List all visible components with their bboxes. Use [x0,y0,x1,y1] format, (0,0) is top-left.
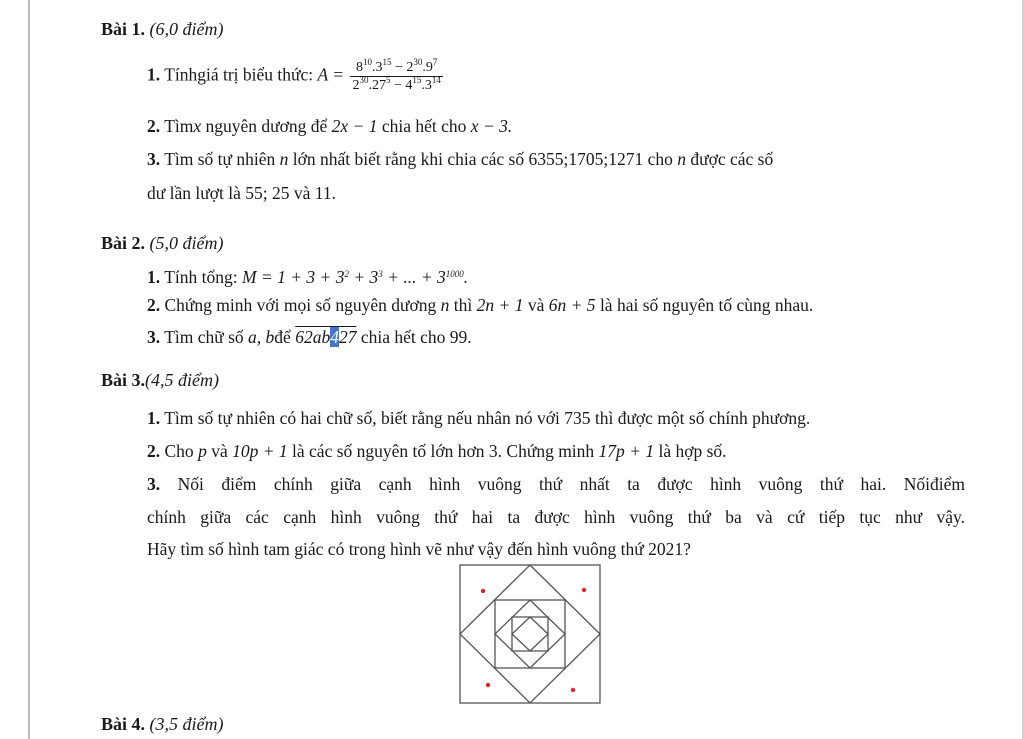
square-4 [495,600,565,668]
bai4-title: Bài 4. [101,714,146,734]
bai2-q3-vars: a, b [248,327,275,347]
bai3-q2-var: p [198,441,207,461]
square-6 [512,617,548,651]
bai3-q2-text-b: là các số nguyên tố lớn hơn [292,441,485,461]
bai4-score: (3,5 điểm) [149,714,224,734]
overline-part-post: 27 [338,327,357,347]
bai2-title: Bài 2. [101,233,146,253]
bai3-q3-line2 [147,506,965,528]
bai3-q1 [147,407,810,429]
bai1-q2-expr2: x − 3. [470,116,513,136]
bai3-q1-number: 1. [147,408,161,428]
red-dot [571,688,575,692]
bai1-q3-text-a: Tìm số tự nhiên [164,149,276,169]
bai1-q3-last: 11. [314,183,336,203]
red-dot [481,589,485,593]
bai1-score: (6,0 điểm) [149,19,224,39]
bai1-q1-lhs: A = [317,64,345,85]
bai2-q1-expr-start: M = 1 + 3 + 3 [241,267,345,287]
bai1-q3-number: 3. [147,149,161,169]
red-dot [486,683,490,687]
bai2-q1 [147,266,468,288]
bai2-score: (5,0 điểm) [149,233,224,253]
bai1-q3-text-c: cho [647,149,673,169]
square-5 [512,617,548,651]
bai1-q3-and: và [293,183,311,203]
bai1-q3-var: n [279,149,289,169]
bai1-q2-expr1: 2x − 1 [331,116,378,136]
bai3-q3-line3-number: 2021 [648,539,684,559]
bai1-q2-var: x [193,116,202,136]
bai2-q2 [147,294,813,316]
red-dot [582,588,586,592]
bai2-q2-expr1: 2n + 1 [476,295,524,315]
bai4-heading [101,713,224,735]
bai3-q2-text-d: là hợp số. [658,441,727,461]
bai3-q1-number-735: 735 [564,408,591,428]
bai1-q2-text-c: chia hết cho [381,116,467,136]
bai2-q3-number-overline [295,327,356,347]
bai1-q3-numbers: 6355;1705;1271 [528,149,644,169]
bai2-q2-number: 2. [147,295,161,315]
square-2 [460,565,600,703]
bai3-q3-line1 [147,473,965,495]
bai3-q3-line3 [147,538,691,560]
fraction-denominator: $2^{30}.27^5 - 4^{15}.3^{14}$ [352,75,441,93]
bai1-q1-fraction [350,57,442,93]
bai3-q2-text-a: Cho [164,441,194,461]
bai2-q3 [147,326,472,348]
square-3 [495,600,565,668]
bai3-q2-number3: 3. [488,441,503,461]
bai3-q2-expr2: 17p + 1 [598,441,655,461]
bai3-heading [101,369,219,391]
bai3-q1-text-b: thì được một số chính phương. [594,408,811,428]
bai2-q3-text-c: chia hết cho [360,327,446,347]
bai3-q2-text-c: Chứng minh [506,441,595,461]
highlighted-digit: 4 [330,327,339,347]
bai3-score: (4,5 điểm) [145,370,219,390]
bai1-heading [101,18,224,40]
bai2-q3-text-a: Tìm chữ số [164,327,244,347]
bai3-title: Bài 3. [101,370,146,390]
bai3-q2-number: 2. [147,441,161,461]
bai1-q2-text-b: nguyên dương để [205,116,328,136]
bai2-q2-and: và [527,295,545,315]
bai3-q2 [147,440,727,462]
bai1-q3-line2-text: dư lần lượt là [147,183,241,203]
bai2-q2-expr2: 6n + 5 [548,295,596,315]
bai3-q1-text: Tìm số tự nhiên có hai chữ số, biết rằng nếu nhân nó với [164,408,560,428]
bai2-q2-text-c: là hai số nguyên tố cùng nhau. [599,295,814,315]
bai1-q3-line2 [147,182,336,204]
bai3-q3-line2-text: chính giữa các cạnh hình vuông thứ hai ta được hình vuông thứ ba và cứ tiếp tục như vậy. [147,507,965,527]
bai1-q1-number: 1. [147,64,161,85]
bai3-q2-expr1: 10p + 1 [232,441,288,461]
fraction-numerator: $8^{10}.3^{15} - 2^{30}.9^7$ [350,60,442,77]
bai2-q1-expression: $M = 1 + 3 + 3^2 + 3^3$ + ... + $3^{1000}$. [241,267,469,287]
bai1-q3-line1 [147,148,773,170]
bai1-q2-number: 2. [147,116,161,136]
bai2-q2-var: n [440,295,450,315]
bai1-q3-var2: n [677,149,686,169]
bai3-q2-and: và [211,441,228,461]
bai1-q3-text-d: được các số [690,149,774,169]
bai1-q2 [147,115,512,137]
bai1-q3-remainders: 55; 25 [245,183,290,203]
bai1-title: Bài 1. [101,19,146,39]
bai2-q1-number: 1. [147,267,161,287]
bai3-q3-line3-text: Hãy tìm số hình tam giác có trong hình vẽ như vậy đến hình vuông thứ [147,539,644,559]
bai1-q2-text-a: Tìm [164,116,194,136]
bai2-q2-text-b: thì [453,295,473,315]
bai3-q3-line1-text: Nối điểm chính giữa cạnh hình vuông thứ nhất ta được hình vuông thứ hai. Nốiđiểm [177,474,966,494]
bai2-q3-text-b: để [274,327,291,347]
bai1-q1 [147,57,443,93]
bai1-q3-text-b: lớn nhất biết rằng khi chia các số [292,149,525,169]
bai2-q2-text-a: Chứng minh với mọi số nguyên dương [164,295,437,315]
bai1-q1-text: Tínhgiá trị biểu thức: [164,64,314,85]
bai3-q3-number: 3. [147,474,161,494]
nested-squares-figure [459,564,601,704]
bai2-heading [101,232,224,254]
bai3-q3-line3-question-mark: ? [683,539,691,559]
bai2-q1-text: Tính tổng: [164,267,238,287]
bai2-q3-number: 3. [147,327,161,347]
bai2-q3-text-d: 99. [449,327,472,347]
overline-part-pre: 62ab [295,327,331,347]
square-1 [460,565,600,703]
